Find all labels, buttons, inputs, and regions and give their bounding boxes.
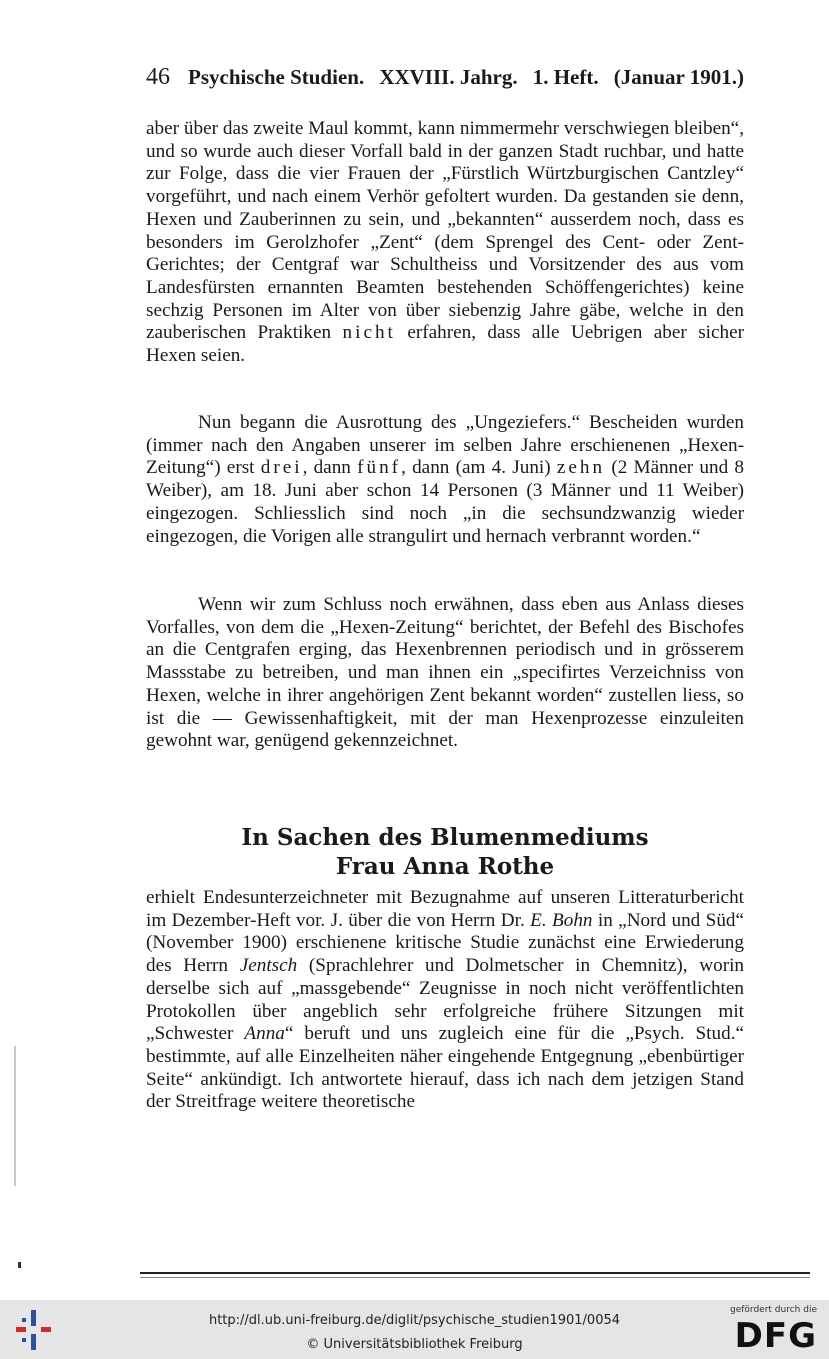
copyright-notice: © Universitätsbibliothek Freiburg bbox=[306, 1337, 523, 1352]
source-url-link[interactable]: http://dl.ub.uni-freiburg.de/diglit/psychische_studien1901/0054 bbox=[208, 1313, 621, 1328]
paragraph-text: “ beruft und uns zugleich eine für die „Psych. Stud.“ bestimmte, auf alle Einzelheiten näher eingehende Entgegnung „ebenbürtiger Seite“ ankündigt. Ich antwortete hierauf, dass ich nach dem jetzigen Stand der Streitfrage weitere theoretische bbox=[146, 1023, 745, 1113]
spaced-emphasis: drei bbox=[260, 457, 303, 479]
paragraph-text: , dann (am 4. Juni) bbox=[401, 457, 551, 479]
issue-label: 1. Heft. bbox=[532, 65, 599, 89]
person-name: Jentsch bbox=[239, 955, 298, 977]
digitization-footer bbox=[0, 1300, 829, 1359]
paragraph-text: in „Nord und Süd“ (November 1900) erschienene kritische Studie zunächst eine Erwiederung des Herrn bbox=[146, 909, 745, 977]
person-name: Anna bbox=[244, 1023, 285, 1045]
page-number: 46 bbox=[146, 64, 170, 90]
section-heading: In Sachen des Blumenmediums bbox=[241, 824, 649, 851]
paragraph-text: aber über das zweite Maul kommt, kann nimmermehr verschwiegen bleiben“, und so wurde auch dieser Vorfall bald in der ganzen Stadt ruchbar, und hatte zur Folge, dass die vier Frauen der „Fürstlich Würtzburgischen Cantzley“ vorgeführt, und nach einem Verhör gefoltert wurden. Da gestanden sie denn, Hexen und Zauberinnen zu sein, und „bekannten“ ausserdem noch, dass es besonders im Gerolzhofer „Zent“ (dem Sprengel des Cent- oder Zent-Gerichtes; der Centgraf war Schultheiss und Vorsitzender des aus vom Landesfürsten ernannten Beamten bestehenden Schöffengerichtes) keine sechzig Personen im Alter von über siebenzig Jahre gäbe, welche in den zauberischen Praktiken bbox=[146, 118, 744, 344]
paragraph-1 bbox=[146, 118, 744, 368]
author-name: E. Bohn bbox=[530, 909, 593, 931]
dfg-logo: DFG bbox=[734, 1316, 817, 1356]
volume-label: XXVIII. Jahrg. bbox=[379, 65, 518, 89]
paragraph-text: erfahren, dass alle Uebrigen aber sicher Hexen seien. bbox=[146, 322, 745, 367]
paragraph-text: Nun begann die Ausrottung des „Ungeziefers.“ Bescheiden wurden (immer nach den Angaben unserer im selben Jahre erschienenen „Hexen-Zeitung“) erst bbox=[146, 412, 744, 479]
paragraph-text: (Sprachlehrer und Dolmetscher in Chemnitz), worin derselbe sich auf „massgebende“ Zeugnisse in noch nicht veröffentlichten Protokollen über angeblich sehr erfolgreiche frühere Sitzungen mit „Schwester bbox=[146, 955, 745, 1045]
spaced-emphasis: fünf bbox=[357, 457, 402, 479]
paragraph-2 bbox=[146, 412, 744, 548]
running-title bbox=[188, 65, 744, 90]
spaced-emphasis: nicht bbox=[342, 322, 396, 344]
paragraph-text: (2 Männer und 8 Weiber), am 18. Juni aber schon 14 Personen (3 Männer und 11 Weiber) eingezogen. Schliesslich sind noch „in die sechsundzwanzig wieder eingezogen, die Vorigen alle strangulirt und hernach verbrannt worden.“ bbox=[146, 457, 744, 547]
paragraph-text: , dann bbox=[302, 457, 351, 479]
bottom-rule bbox=[140, 1272, 810, 1274]
running-header bbox=[146, 64, 744, 96]
scan-margin-mark bbox=[18, 1262, 21, 1268]
journal-title: Psychische Studien. bbox=[188, 65, 365, 89]
section-subheading: Frau Anna Rothe bbox=[335, 853, 555, 880]
paragraph-4 bbox=[146, 887, 744, 1114]
paragraph-text: erhielt Endesunterzeichneter mit Bezugnahme auf unseren Litteraturbericht im Dezember-Heft vor. J. über die von Herrn Dr. bbox=[146, 887, 744, 931]
funding-note: gefördert durch die bbox=[730, 1305, 817, 1315]
issue-date: (Januar 1901.) bbox=[613, 65, 744, 89]
spaced-emphasis: zehn bbox=[556, 457, 606, 479]
paragraph-3: Wenn wir zum Schluss noch erwähnen, dass eben aus Anlass dieses Vorfalles, von dem die „Hexen-Zeitung“ berichtet, der Befehl des Bischofes an die Centgrafen erging, das Hexenbrennen periodisch und in grösserem Massstabe zu betreiben, und man ihnen ein „specifirtes Verzeichniss von Hexen, welche in ihrer angehörigen Zent bekannt worden“ zustellen liess, so ist die — Gewissenhaftigkeit, mit der man Hexenprozesse einzuleiten gewohnt war, genügend gekennzeichnet. bbox=[146, 594, 744, 752]
bottom-rule-thin bbox=[140, 1277, 810, 1278]
scan-margin-line bbox=[14, 1046, 16, 1186]
